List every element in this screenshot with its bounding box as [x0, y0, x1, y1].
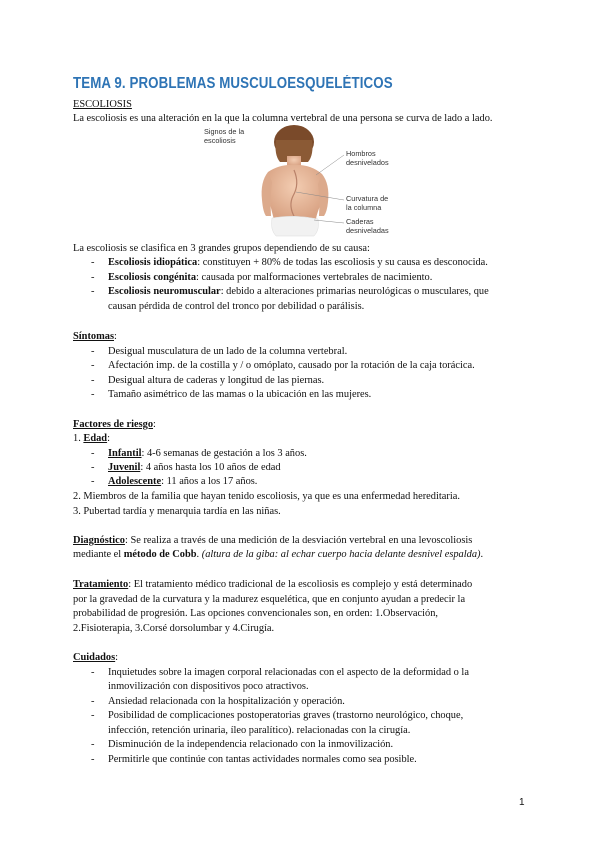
bullet-dash: -: [91, 272, 95, 283]
list-item: Desigual musculatura de un lado de la columna vertebral.: [108, 346, 348, 357]
list-item-continuation: infección, retención urinaria, íleo paralítico). relacionadas con la cirugía.: [108, 725, 411, 736]
scoliosis-illustration: [196, 120, 396, 238]
symptoms-heading: Síntomas:: [73, 331, 117, 342]
classification-intro: La escoliosis se clasifica en 3 grandes grupos dependiendo de su causa:: [73, 243, 370, 254]
intro-paragraph: La escoliosis es una alteración en la que la columna vertebral de una persona se curva de lado a lado.: [73, 113, 493, 124]
bullet-dash: -: [91, 739, 95, 750]
bullet-dash: -: [91, 389, 95, 400]
section-heading: ESCOLIOSIS: [73, 99, 132, 110]
list-item: Escoliosis neuromuscular: debido a alteraciones primarias neurológicas o musculares, que: [108, 286, 489, 297]
list-item-continuation: causan pérdida de control del tronco por debilidad o parálisis.: [108, 301, 365, 312]
list-item: Inquietudes sobre la imagen corporal relacionadas con el aspecto de la deformidad o la: [108, 667, 469, 678]
bullet-dash: -: [91, 257, 95, 268]
care-heading: Cuidados:: [73, 652, 119, 663]
list-item: Escoliosis congénita: causada por malformaciones vertebrales de nacimiento.: [108, 272, 433, 283]
figure-label-shoulders: Hombros desnivelados: [346, 149, 389, 167]
treatment-line-3: probabilidad de progresión. Las opciones convencionales son, en orden: 1.Observación,: [73, 608, 439, 619]
figure-label-curvature: Curvatura de la columna: [346, 194, 389, 212]
list-item: Juvenil: 4 años hasta los 10 años de edad: [108, 462, 281, 473]
risk-family: 2. Miembros de la familia que hayan tenido escoliosis, ya que es una enfermedad hereditaria.: [73, 491, 460, 502]
figure-label-hips: Caderas desniveladas: [346, 217, 389, 235]
bullet-dash: -: [91, 754, 95, 765]
list-item: Desigual altura de caderas y longitud de las piernas.: [108, 375, 325, 386]
bullet-dash: -: [91, 360, 95, 371]
bullet-dash: -: [91, 462, 95, 473]
list-item: Adolescente: 11 años a los 17 años.: [108, 476, 258, 487]
bullet-dash: -: [91, 286, 95, 297]
bullet-dash: -: [91, 346, 95, 357]
list-item: Disminución de la independencia relacionado con la inmovilización.: [108, 739, 394, 750]
list-item: Permitirle que continúe con tantas actividades normales como sea posible.: [108, 754, 417, 765]
bullet-dash: -: [91, 710, 95, 721]
bullet-dash: -: [91, 476, 95, 487]
figure-label-signs: Signos de la escoliosis: [204, 127, 245, 145]
bullet-dash: -: [91, 448, 95, 459]
list-item: Escoliosis idiopática: constituyen + 80% de todas las escoliosis y su causa es desconocida.: [108, 257, 488, 268]
bullet-dash: -: [91, 375, 95, 386]
diagnosis-line-2: mediante el método de Cobb. (altura de la giba: al echar cuerpo hacia delante desnivel espalda).: [73, 549, 484, 560]
page-number: 1: [519, 797, 525, 808]
list-item: Tamaño asimétrico de las mamas o la ubicación en las mujeres.: [108, 389, 372, 400]
bullet-dash: -: [91, 667, 95, 678]
risk-heading: Factores de riesgo:: [73, 419, 156, 430]
treatment-line-1: Tratamiento: El tratamiento médico tradicional de la escoliosis es complejo y está determinado: [73, 579, 473, 590]
risk-age: 1. Edad:: [73, 433, 110, 444]
list-item: Afectación imp. de la costilla y / o omóplato, causado por la rotación de la caja torácica.: [108, 360, 475, 371]
list-item: Infantil: 4-6 semanas de gestación a los 3 años.: [108, 448, 307, 459]
list-item-continuation: inmovilización con dispositivos poco atractivos.: [108, 681, 309, 692]
risk-puberty: 3. Pubertad tardía y menarquia tardía en las niñas.: [73, 506, 281, 517]
page-title: TEMA 9. PROBLEMAS MUSCULOESQUELÉTICOS: [73, 75, 393, 92]
list-item: Posibilidad de complicaciones postoperatorias graves (trastorno neurológico, choque,: [108, 710, 464, 721]
treatment-line-2: por la gravedad de la curvatura y la madurez esquelética, que en conjunto ayudan a predecir la: [73, 594, 466, 605]
diagnosis-line-1: Diagnóstico: Se realiza a través de una medición de la desviación vertebral en una levoscoliosis: [73, 535, 473, 546]
treatment-line-4: 2.Fisioterapia, 3.Corsé dorsolumbar y 4.Cirugía.: [73, 623, 275, 634]
list-item: Ansiedad relacionada con la hospitalización y operación.: [108, 696, 345, 707]
bullet-dash: -: [91, 696, 95, 707]
